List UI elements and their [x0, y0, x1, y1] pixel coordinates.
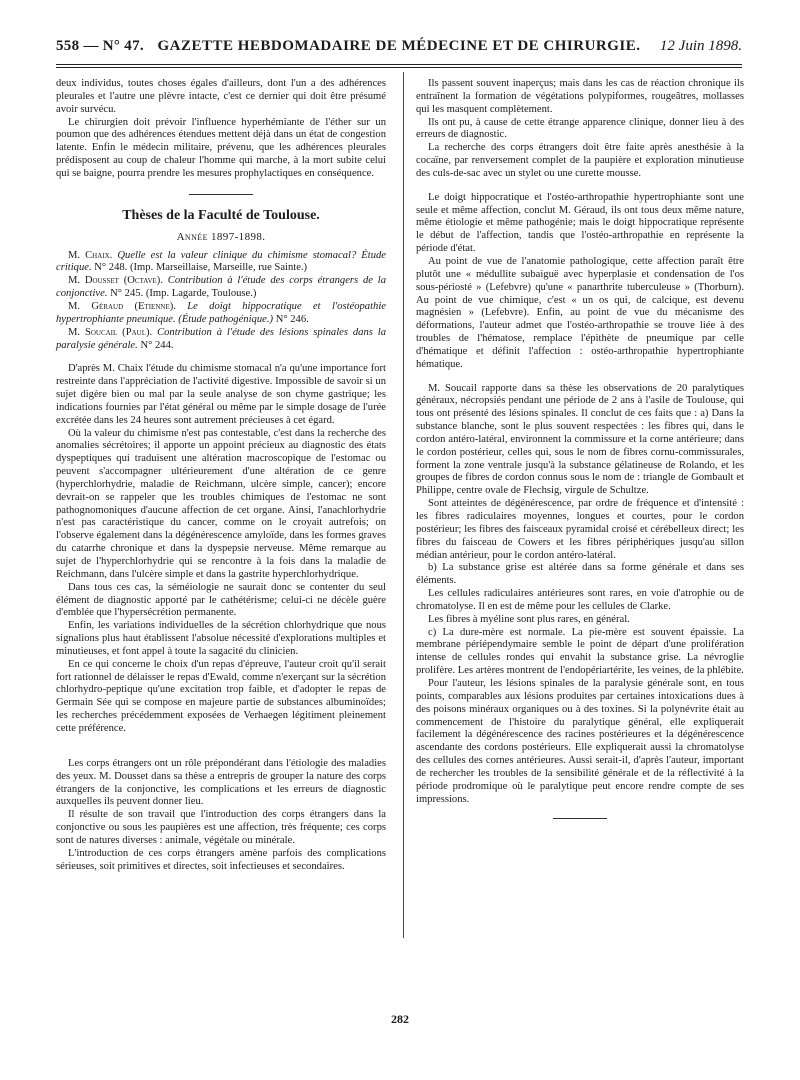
author-name: M. Chaix.	[68, 249, 113, 261]
thesis-details: N° 248. (Imp. Marseillaise, Marseille, rue Sainte.)	[94, 262, 308, 274]
paragraph: deux individus, toutes choses égales d'ailleurs, dont l'un a des adhérences pleurales et l'autre une plèvre intacte, c'est ce dernier qui doit être présumé avoir survécu.	[56, 78, 386, 115]
section-separator	[553, 818, 607, 819]
paragraph: Au point de vue de l'anatomie pathologique, cette affection paraît être plutôt une « médullite subaiguë avec hyperplasie et condensation de l'os sous-périosté » (Lefebvre) qu'une « panarthrite tuberculeuse » (Thorburn). Au point de vue chimique, c'est « un os qui, de calcique, est devenu magnésien » (Lefebvre). Enfin, au point de vue du mécanisme des déformations, l'auteur admet que l'ostéo-arthropathie se trouve liée à des troubles de l'hématose, remplace l'épithète de pneumique par celle d'hématique et définit l'affection : ostéo-arthropathie hypertrophiante hématique.	[416, 255, 744, 370]
paragraph: Ils passent souvent inaperçus; mais dans les cas de réaction chronique ils entraînent la formation de végétations polypiformes, rougeâtres, mollasses qui les masquent complètement.	[416, 78, 744, 115]
author-name: M. Soucail (Paul).	[68, 326, 153, 338]
column-divider	[403, 72, 404, 938]
paragraph: Dans tous ces cas, la séméiologie ne saurait donc se contenter du seul élément de diagnostic apporté par le cathétérisme; celui-ci ne décèle guère d'emblée que l'hypersécrétion permanente.	[56, 581, 386, 619]
paragraph: Le chirurgien doit prévoir l'influence hyperhémiante de l'éther sur un poumon que des adhérences étendues mettent déjà dans un état de congestion latente. Enfin le médecin militaire, prévenu, que les adhérences pleurales prédisposent au coup de chaleur l'homme qui marche, à la mort subite celui qui se baigne, pourra prendre les mesures prophylactiques en conséquence.	[56, 116, 386, 179]
thesis-entry	[56, 301, 386, 327]
spacer	[416, 372, 744, 383]
paragraph: Où la valeur du chimisme n'est pas contestable, c'est dans la recherche des anomalies sécrétoires; il apporte un appoint précieux au diagnostic des états dyspeptiques qui traduisent une altération macroscopique de l'estomac ou peuvent s'accompagner ultérieurement d'une altération de ce genre (hyperchlorhydrie, maladie de Reichmann, ulcère simple, cancer); encore devrait-on se rappeler que les troubles chimiques de l'estomac ne sont pathognomoniques d'aucune affection de cet organe. Ainsi, l'anachlorhydrie n'est pas caractéristique du cancer, comme on le croyait autrefois; on l'observe également dans la dégénérescence amyloïde, dans les formes graves du catarrhe chronique et dans la dyspepsie nerveuse. Même remarque au sujet de l'hyperchlorhydrie qui se rencontre à la fois dans la maladie de Reichmann, dans l'ulcère simple et dans la gastrite hyperchlorhydrique.	[56, 427, 386, 580]
thesis-details: N° 245. (Imp. Lagarde, Toulouse.)	[110, 288, 257, 300]
paragraph: La recherche des corps étrangers doit être faite après anesthésie à la cocaïne, par renversement complet de la paupière et exploration minutieuse des culs-de-sac avec un stylet ou une curette mousse.	[416, 142, 744, 179]
thesis-details: N° 244.	[140, 339, 174, 351]
issue-date: 12 Juin 1898.	[659, 38, 742, 54]
paragraph: Sont atteintes de dégénérescence, par ordre de fréquence et d'intensité : les fibres radiculaires moyennes, longues et courtes, pour le cordon postérieur; les fibres des faisceaux pyramidal croisé et cérébelleux direct; les fibres du faisceau de Cowers et les fibres périphériques jusqu'au sillon médian antérieur, pour le cordon antéro-latéral.	[416, 498, 744, 561]
journal-title: GAZETTE HEBDOMADAIRE DE MÉDECINE ET DE CHIRURGIE.	[157, 38, 641, 54]
academic-year: Année 1897-1898.	[176, 230, 266, 243]
paragraph: Pour l'auteur, les lésions spinales de la paralysie générale sont, en tous points, comparables aux lésions produites par certaines intoxications dues à des poisons minéraux organiques ou à des toxines. Si la polynévrite était au commencement de l'histoire du paralytique général, elle expliquerait facilement la dégénérescence des racines postérieures et la dégénérescence ascendante des cordons postérieurs. Elle expliquerait aussi la chromatolyse des cellules des cornes antérieures. Aussi serait-il, d'après l'auteur, important de rechercher les troubles de la sensibilité générale et de la réflectivité à la période prodromique où le paralytique peut encore rendre compte de ses impressions.	[416, 677, 744, 805]
paragraph: Ils ont pu, à cause de cette étrange apparence clinique, donner lieu à des erreurs de diagnostic.	[416, 116, 744, 141]
paragraph: L'introduction de ces corps étrangers amène parfois des complications sérieuses, soit primitives et directes, soit infectieuses et secondaires.	[56, 847, 386, 872]
paragraph: M. Soucail rapporte dans sa thèse les observations de 20 paralytiques généraux, nécropsiés pendant une période de 2 ans à l'asile de Toulouse, qui tous ont présenté des lésions spinales. Il conclut de ces faits que : a) Dans la substance blanche, sont le plus souvent respectées : les fibres qui, dans le cordon antéro-latéral, environnent la commissure et la corne antérieure; dans le cordon postérieur, celles qui, sous le nom de fibres cornu-commissurales, forment la zone ventrale jusqu'à la substance gélatineuse de Rolando, et les groupes de fibres de cordon connus sous le nom de : triangle de Gombault et Philippe, centre ovale de Flechsig, virgule de Schultze.	[416, 382, 744, 497]
thesis-title: Contribution à l'étude des lésions spinales dans la paralysie générale.	[56, 326, 386, 351]
thesis-entry	[56, 250, 386, 276]
paragraph: Enfin, les variations individuelles de la sécrétion chlorhydrique que nous signalions plus haut établissent l'absolue nécessité d'explorations multiples et minutieuses, et font appel à toute la sagacité du clinicien.	[56, 620, 386, 657]
section-separator	[189, 194, 253, 195]
spacer	[56, 352, 386, 363]
paragraph: b) La substance grise est altérée dans sa forme générale et dans ses éléments.	[416, 562, 744, 587]
paragraph: c) La dure-mère est normale. La pie-mère est souvent épaissie. La membrane périépendymaire semble le point de départ d'une prolifération intense de cellules rondes qui envahit la substance grise. La névroglie prolifère. Les artères montrent de l'endopériartérite, les veines, de la phlébite.	[416, 626, 744, 677]
page-issue-number: 558 — N° 47.	[56, 38, 144, 54]
right-column	[416, 78, 744, 833]
header-rule	[56, 64, 742, 65]
thesis-title: Quelle est la valeur clinique du chimisme stomacal? Étude critique.	[56, 249, 386, 274]
paragraph: Les cellules radiculaires antérieures sont rares, en voie d'atrophie ou de chromatolyse. Il en est de même pour les cellules de Clarke.	[416, 588, 744, 612]
left-column	[56, 78, 386, 873]
thesis-entry	[56, 327, 386, 353]
section-heading: Thèses de la Faculté de Toulouse.	[122, 207, 320, 223]
spacer	[416, 181, 744, 192]
paragraph: D'après M. Chaix l'étude du chimisme stomacal n'a qu'une importance fort restreinte dans l'appréciation de l'activité digestive. Impossible de savoir si un sujet digère bien ou mal par la seule analyse de son chyme gastrique; les indications fournies par l'état général ou même par le simple dosage de l'urée excrétée dans les 24 heures sont autrement précieuses à cet égard.	[56, 363, 386, 426]
spacer	[56, 736, 386, 747]
thesis-entry	[56, 275, 386, 301]
page-folio-number: 282	[391, 1012, 409, 1026]
thesis-title: Contribution à l'étude des corps étrangers de la conjonctive.	[56, 275, 386, 300]
header-rule-double	[56, 67, 742, 68]
paragraph: Les corps étrangers ont un rôle prépondérant dans l'étiologie des maladies des yeux. M. Dousset dans sa thèse a entrepris de grouper la nature des corps étrangers de la conjonctive, les complications et les erreurs de diagnostic auxquelles ils peuvent donner lieu.	[56, 757, 386, 808]
spacer	[56, 747, 386, 758]
thesis-title: Le doigt hippocratique et l'ostéopathie hypertrophiante pneumique. (Étude pathogénique.)	[56, 300, 386, 325]
author-name: M. Géraud (Etienne).	[68, 300, 176, 312]
running-header	[56, 38, 742, 64]
paragraph: En ce qui concerne le choix d'un repas d'épreuve, l'auteur croit qu'il serait fort rationnel de délaisser le repas d'Ewald, comme n'exerçant sur la sécrétion chlorhydro-peptique qu'une excitation trop faible, et d'adopter le repas de Germain Sée qui se compose en majeure partie de substances albuminoïdes; les recherches précédemment exposées de Verhaegen légitiment pleinement cette préférence.	[56, 658, 386, 734]
paragraph: Le doigt hippocratique et l'ostéo-arthropathie hypertrophiante sont une seule et même affection, conclut M. Géraud, ils ont tous deux même nature, même étiologie et même pathogénie; mais le doigt hippocratique représente le début de l'affection, tandis que l'ostéo-arthropathie en représente la période d'état.	[416, 191, 744, 255]
paragraph: Il résulte de son travail que l'introduction des corps étrangers dans la conjonctive ou sous les paupières est une affection, très fréquente; ces corps sont de natures diverses : animale, végétale ou minérale.	[56, 809, 386, 846]
author-name: M. Dousset (Octave).	[68, 275, 163, 287]
thesis-details: N° 246.	[275, 313, 309, 325]
paragraph: Les fibres à myéline sont plus rares, en général.	[428, 613, 630, 625]
